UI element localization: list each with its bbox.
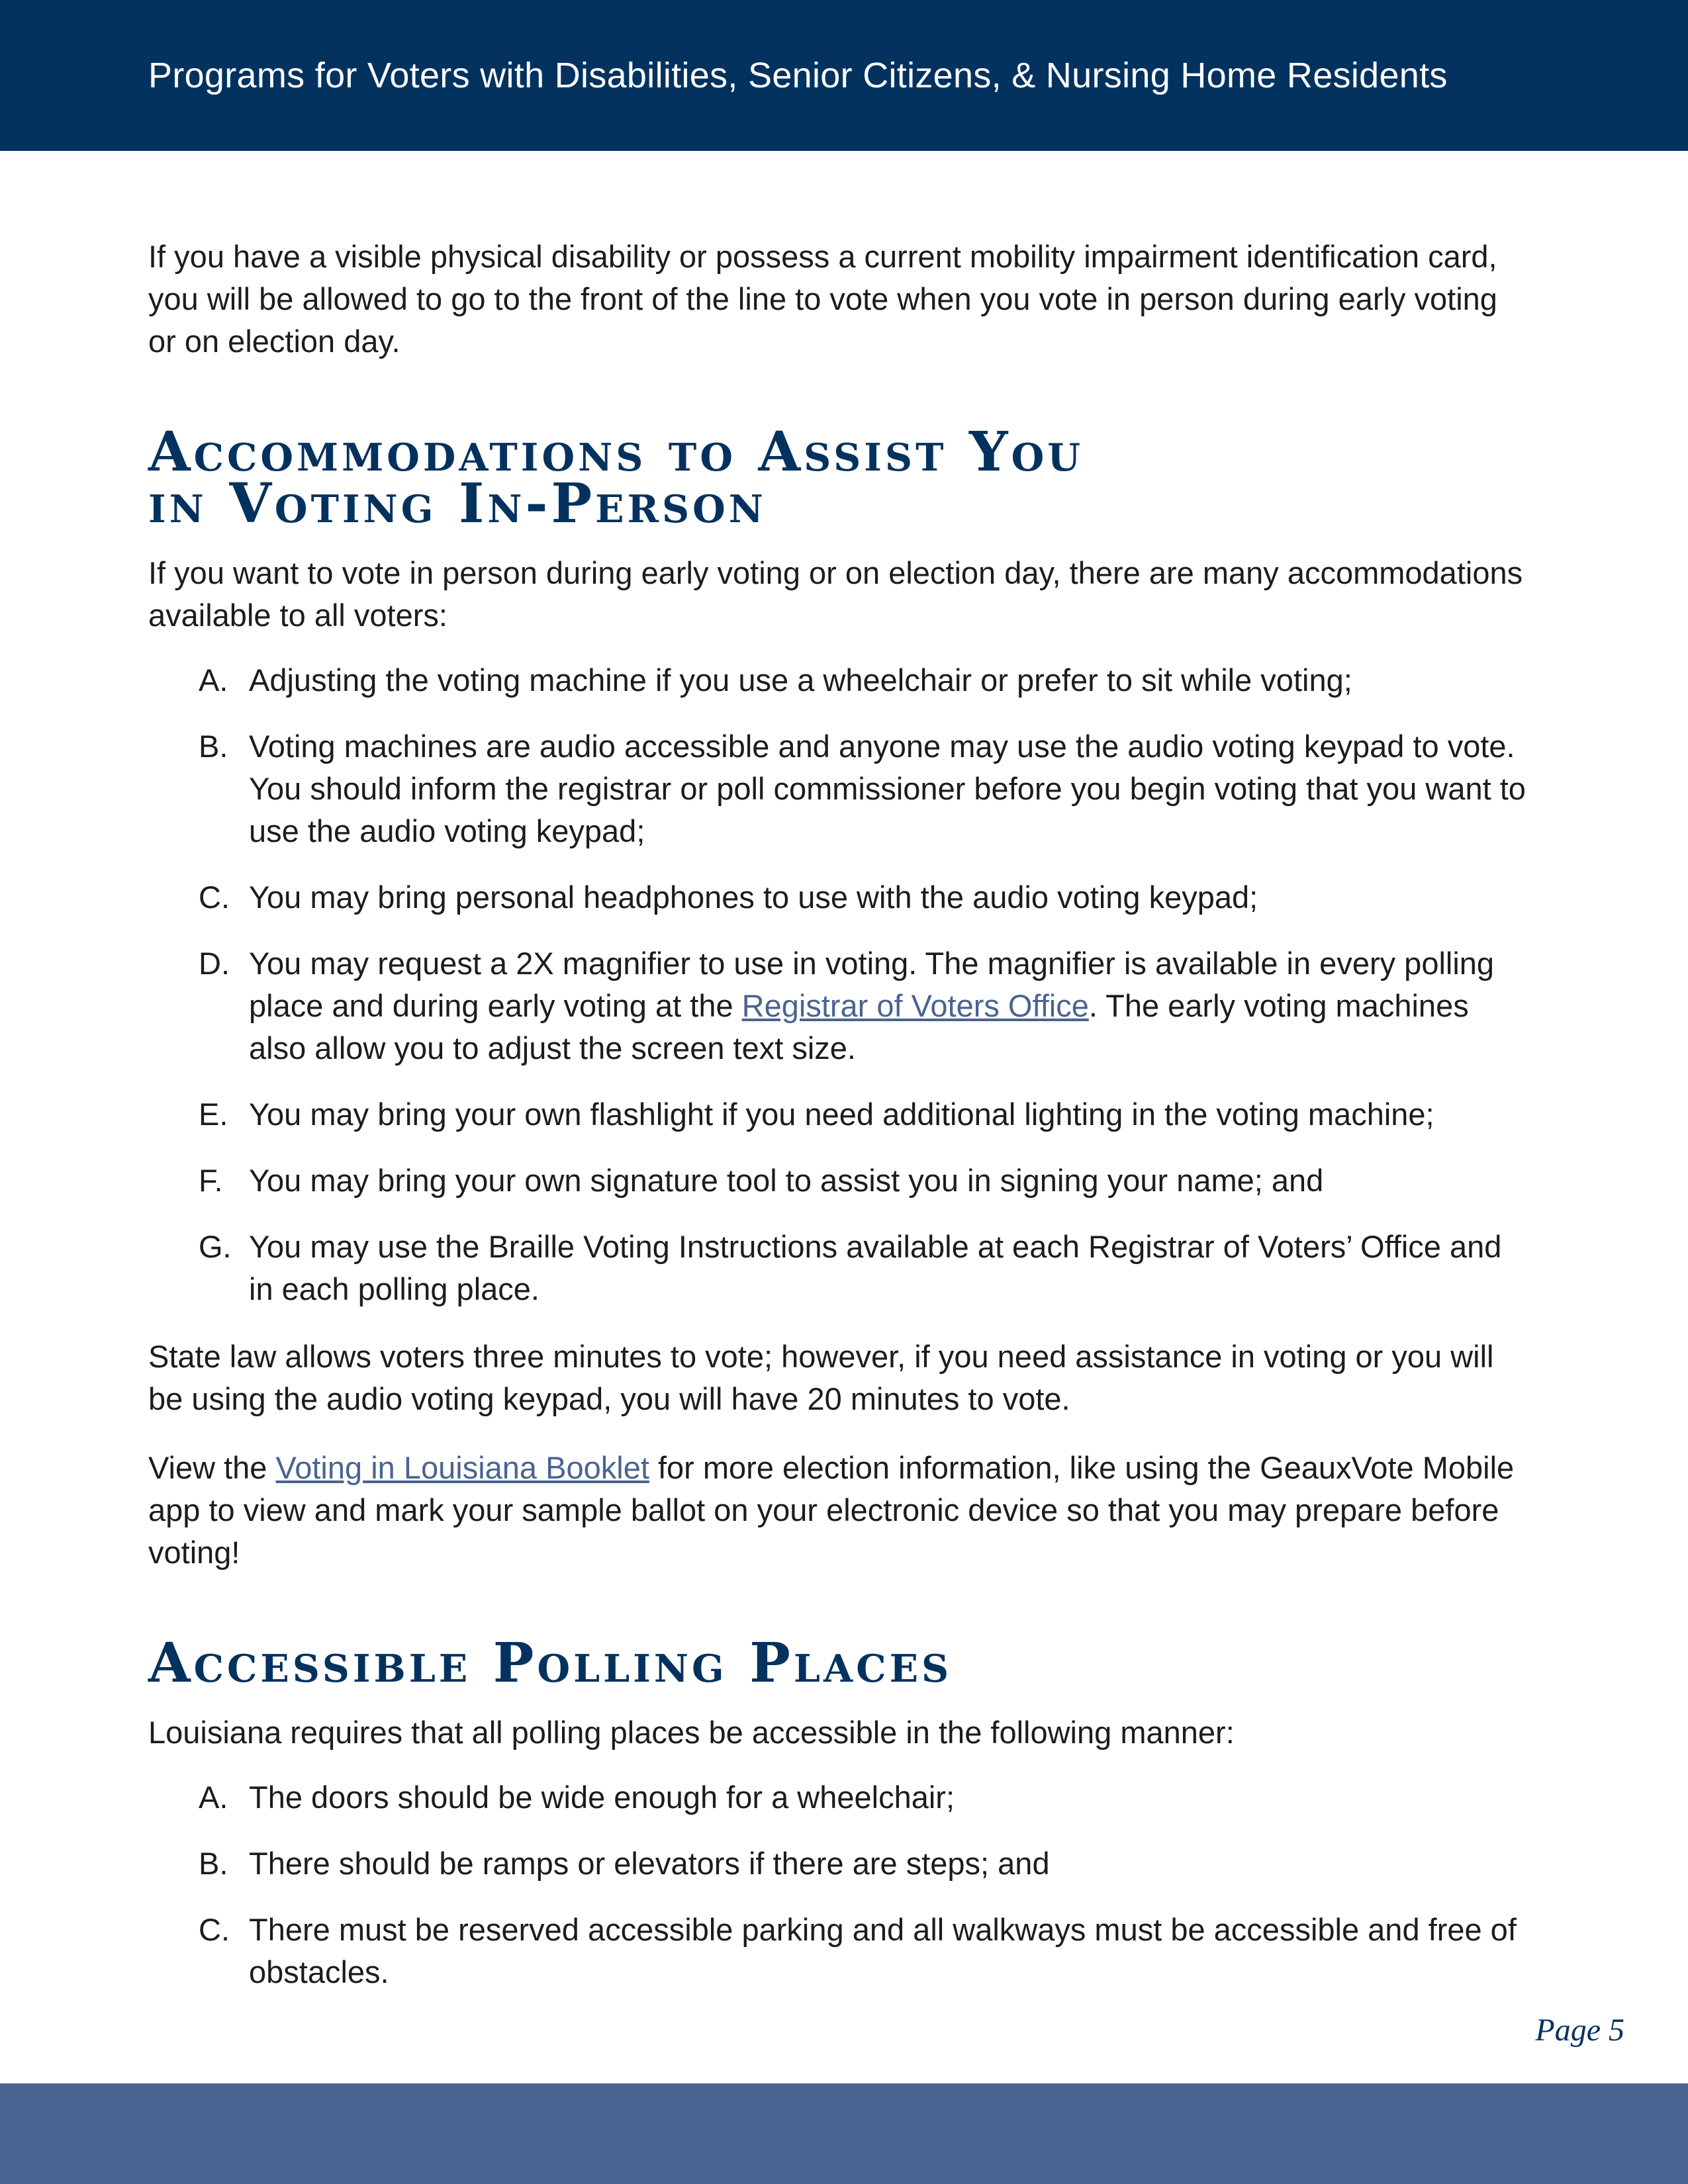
list-item — [148, 1226, 1532, 1310]
list-item — [148, 1093, 1532, 1136]
voting-booklet-link[interactable]: Voting in Louisiana Booklet — [275, 1450, 649, 1485]
booklet-text-before: View the — [148, 1450, 276, 1485]
list-item-text: There must be reserved accessible parking and all walkways must be accessible and free of obstacles. — [249, 1912, 1517, 1989]
intro-paragraph: If you have a visible physical disability or possess a current mobility impairment identification card, you will be allowed to go to the front of the line to vote when you vote in person during early voting or on election day. — [148, 239, 1497, 359]
list-marker: D. — [199, 946, 230, 981]
footer-band — [0, 2083, 1688, 2184]
list-item-text: Adjusting the voting machine if you use a wheelchair or prefer to sit while voting; — [249, 662, 1352, 698]
list-marker: C. — [199, 880, 230, 915]
list-item — [148, 1843, 1532, 1885]
list-marker: A. — [199, 662, 228, 698]
booklet-paragraph — [148, 1447, 1532, 1574]
list-item — [148, 1160, 1532, 1202]
list-item-text: The doors should be wide enough for a wheelchair; — [249, 1780, 955, 1815]
polling-places-intro: Louisiana requires that all polling places be accessible in the following manner: — [148, 1715, 1235, 1750]
list-item — [148, 725, 1532, 852]
list-item — [148, 942, 1532, 1069]
accommodations-intro: If you want to vote in person during early voting or on election day, there are many accommodations available to all voters: — [148, 555, 1523, 633]
list-item-text: You may use the Braille Voting Instructions available at each Registrar of Voters’ Office and in each polling place. — [249, 1229, 1502, 1306]
list-marker: B. — [199, 729, 228, 764]
list-item — [148, 1909, 1532, 1993]
list-item-text-before: You may request a 2X magnifier to use in voting. The magnifier is available in every polling place and during early voting at the — [249, 946, 1495, 1023]
list-item-text: You may bring personal headphones to use with the audio voting keypad; — [249, 880, 1258, 915]
list-item — [148, 659, 1532, 702]
registrar-office-link[interactable]: Registrar of Voters Office — [741, 988, 1089, 1023]
section-heading-polling-places — [148, 1631, 1532, 1695]
list-item-text: There should be ramps or elevators if there are steps; and — [249, 1846, 1050, 1881]
header-title: Programs for Voters with Disabilities, Senior Citizens, & Nursing Home Residents — [148, 56, 1448, 95]
page-content — [148, 236, 1532, 2019]
state-law-paragraph: State law allows voters three minutes to vote; however, if you need assistance in voting or you will be using the audio voting keypad, you will have 20 minutes to vote. — [148, 1339, 1494, 1416]
list-marker: E. — [199, 1097, 228, 1132]
section-heading-line-2: in Voting In-Person — [148, 472, 767, 535]
section-heading-accommodations — [148, 420, 1532, 535]
list-item — [148, 876, 1532, 919]
list-item-text-after: . The early voting machines also allow you to adjust the screen text size. — [249, 988, 1469, 1066]
list-item-text: You may bring your own signature tool to assist you in signing your name; and — [249, 1163, 1324, 1198]
header-band — [0, 0, 1688, 151]
list-marker: G. — [199, 1229, 232, 1264]
list-item-text: Voting machines are audio accessible and anyone may use the audio voting keypad to vote. You should inform the registrar or poll commissioner before you begin voting that you want to use the audio voting keypad; — [249, 729, 1526, 848]
list-item-text: You may bring your own flashlight if you need additional lighting in the voting machine; — [249, 1097, 1434, 1132]
list-marker: B. — [199, 1846, 228, 1881]
polling-places-list — [148, 1776, 1532, 1993]
list-marker: A. — [199, 1780, 228, 1815]
list-marker: F. — [199, 1163, 223, 1198]
list-marker: C. — [199, 1912, 230, 1947]
list-item — [148, 1776, 1532, 1819]
section-heading-text: Accessible Polling Places — [148, 1631, 953, 1695]
section-heading-line-1: Accommodations to Assist You — [148, 420, 1084, 484]
accommodations-list — [148, 659, 1532, 1310]
booklet-text-after: for more election information, like using the GeauxVote Mobile app to view and mark your sample ballot on your electronic device so that you may prepare before voting! — [148, 1450, 1515, 1570]
page-number: Page 5 — [1535, 2013, 1624, 2048]
